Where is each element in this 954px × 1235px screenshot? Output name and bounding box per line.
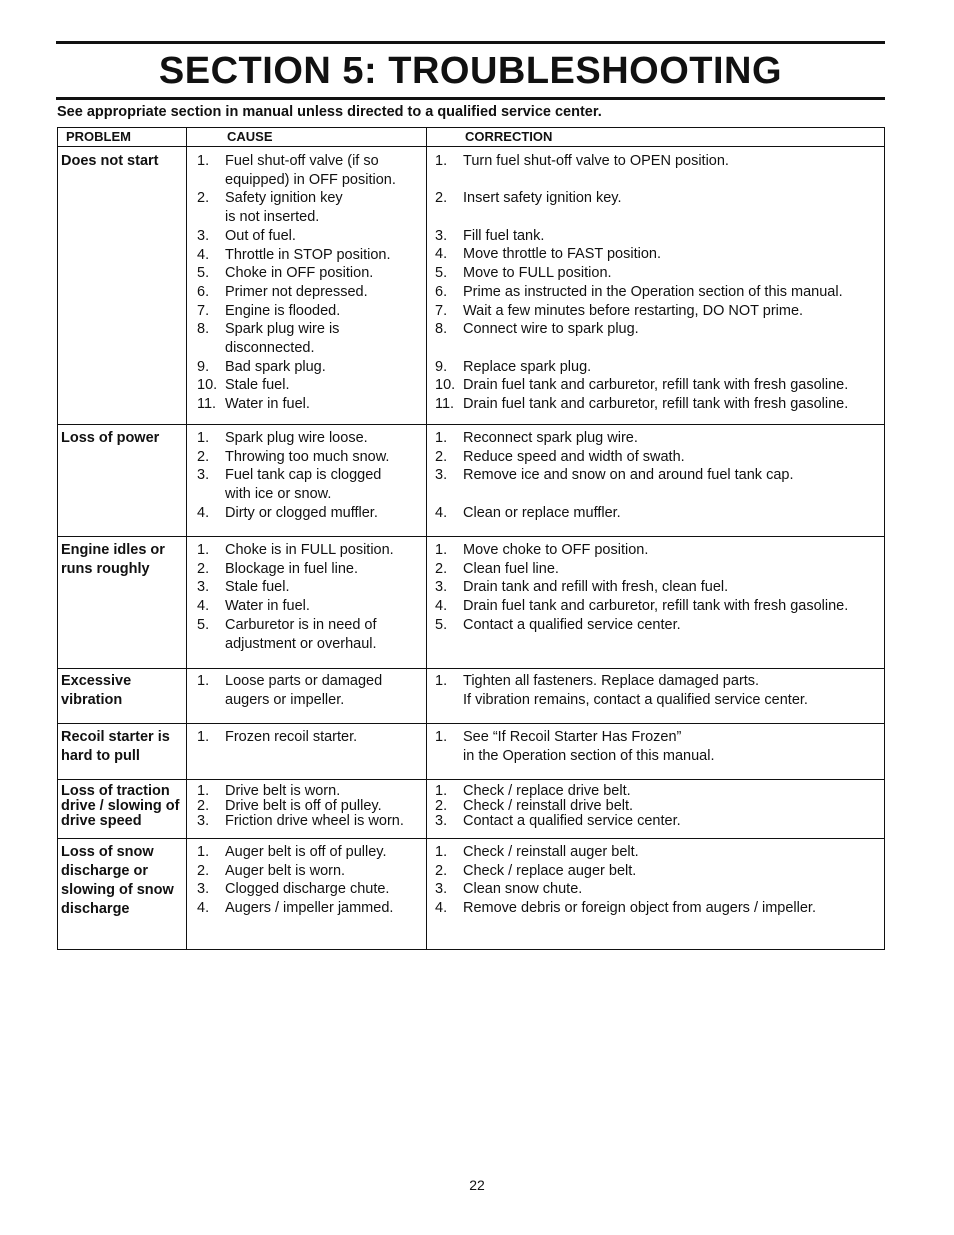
correction-item — [435, 597, 883, 616]
correction-item — [435, 171, 883, 190]
correction-item — [435, 578, 883, 597]
item-text: Check / replace drive belt. — [463, 783, 631, 799]
column-divider-cause — [186, 128, 187, 949]
correction-item — [435, 264, 883, 283]
item-number: 1. — [435, 153, 448, 169]
item-number: 3. — [435, 881, 448, 898]
item-text: Contact a qualified service center. — [463, 813, 681, 829]
item-number: 1. — [197, 729, 210, 745]
instruction-note: See appropriate section in manual unless directed to a qualified service center. — [57, 104, 602, 120]
item-number: 1. — [197, 783, 210, 799]
item-text: Throttle in STOP position. — [225, 246, 391, 263]
title-underline — [56, 97, 885, 100]
item-text: Loose parts or damaged — [225, 673, 383, 689]
item-text: Drive belt is off of pulley. — [225, 798, 382, 814]
item-number: 1. — [197, 542, 210, 558]
cause-list — [197, 152, 429, 414]
item-number: 1. — [435, 729, 448, 745]
cause-item — [197, 843, 429, 862]
correction-item — [435, 395, 883, 414]
cause-item — [197, 578, 429, 597]
correction-list — [435, 541, 883, 635]
item-text: Tighten all fasteners. Replace damaged parts. — [463, 673, 760, 689]
item-text: Throwing too much snow. — [225, 448, 390, 465]
item-text: Primer not depressed. — [225, 283, 368, 300]
item-text: Clean fuel line. — [463, 560, 559, 577]
correction-list — [435, 672, 883, 709]
item-number: 1. — [197, 430, 210, 446]
item-text: adjustment or overhaul. — [225, 635, 377, 652]
item-number: 4. — [435, 900, 448, 917]
correction-item — [435, 448, 883, 467]
cause-item — [197, 784, 429, 799]
item-number: 2. — [435, 798, 448, 814]
correction-item — [435, 541, 883, 560]
item-text: Spark plug wire is — [225, 321, 340, 338]
row-separator — [58, 424, 884, 425]
cause-item — [197, 541, 429, 560]
cause-item — [197, 358, 429, 377]
cause-item — [197, 171, 429, 190]
item-number: 4. — [435, 246, 448, 263]
item-text: equipped) in OFF position. — [225, 171, 396, 188]
correction-list — [435, 152, 883, 414]
item-number: 6. — [197, 283, 210, 300]
item-text: Fuel tank cap is clogged — [225, 467, 382, 484]
item-number: 4. — [197, 598, 210, 615]
correction-item — [435, 320, 883, 339]
cause-item — [197, 560, 429, 579]
item-number: 4. — [197, 246, 210, 263]
item-text: Reconnect spark plug wire. — [463, 430, 638, 446]
item-number: 1. — [197, 153, 210, 169]
item-number: 1. — [197, 844, 210, 860]
correction-list — [435, 728, 883, 765]
item-number: 4. — [197, 504, 210, 521]
correction-item — [435, 358, 883, 377]
item-number: 4. — [435, 598, 448, 615]
problem-label: Loss of power — [61, 430, 160, 446]
top-rule — [56, 41, 885, 44]
item-number: 2. — [197, 190, 210, 207]
item-text: Bad spark plug. — [225, 358, 326, 375]
item-text: Out of fuel. — [225, 227, 296, 244]
table-header — [58, 128, 884, 147]
cause-item — [197, 504, 429, 523]
item-number: 2. — [197, 560, 210, 577]
cause-item — [197, 302, 429, 321]
correction-item — [435, 899, 883, 918]
correction-item — [435, 376, 883, 395]
correction-item — [435, 672, 883, 691]
item-number: 6. — [435, 283, 448, 300]
troubleshooting-table — [57, 127, 885, 950]
cause-item — [197, 814, 429, 829]
cause-item — [197, 691, 429, 710]
cause-list — [197, 843, 429, 918]
problem-label: Engine idles or runs roughly — [61, 542, 165, 577]
item-number: 2. — [435, 560, 448, 577]
item-text: Auger belt is off of pulley. — [225, 844, 387, 860]
correction-item — [435, 747, 883, 766]
correction-item — [435, 283, 883, 302]
item-text: Frozen recoil starter. — [225, 729, 358, 745]
item-number: 2. — [435, 862, 448, 879]
cause-item — [197, 227, 429, 246]
cause-item — [197, 376, 429, 395]
cause-item — [197, 635, 429, 654]
item-number: 11. — [435, 396, 455, 413]
correction-item — [435, 560, 883, 579]
item-number: 11. — [197, 396, 217, 413]
item-number: 2. — [197, 798, 210, 814]
row-separator — [58, 838, 884, 839]
item-number: 4. — [435, 504, 448, 521]
cause-item — [197, 448, 429, 467]
cause-item — [197, 899, 429, 918]
item-text: Carburetor is in need of — [225, 616, 377, 633]
item-number: 10. — [197, 377, 218, 394]
item-number: 1. — [435, 844, 448, 860]
item-text: Stale fuel. — [225, 579, 290, 596]
row-separator — [58, 779, 884, 780]
correction-item — [435, 728, 883, 747]
item-text: Remove debris or foreign object from augers / impeller. — [463, 900, 816, 917]
correction-item — [435, 429, 883, 448]
item-text: with ice or snow. — [225, 486, 332, 503]
item-text: Auger belt is worn. — [225, 862, 346, 879]
item-number: 8. — [435, 321, 448, 338]
item-text: Replace spark plug. — [463, 358, 592, 375]
item-text: Move choke to OFF position. — [463, 542, 649, 558]
cause-item — [197, 597, 429, 616]
correction-list — [435, 429, 883, 523]
cause-list — [197, 784, 429, 829]
item-number: 2. — [197, 448, 210, 465]
item-text: Reduce speed and width of swath. — [463, 448, 685, 465]
item-number: 5. — [197, 616, 210, 633]
header-cause: CAUSE — [227, 129, 273, 144]
item-text: Prime as instructed in the Operation section of this manual. — [463, 283, 843, 300]
problem-label: Recoil starter is hard to pull — [61, 729, 170, 764]
item-text: Water in fuel. — [225, 396, 310, 413]
cause-list — [197, 728, 429, 747]
item-text: Water in fuel. — [225, 598, 310, 615]
correction-item — [435, 485, 883, 504]
problem-label: Excessive vibration — [61, 673, 132, 708]
item-text: Safety ignition key — [225, 190, 343, 207]
item-text: If vibration remains, contact a qualified service center. — [463, 691, 808, 708]
item-text: Clogged discharge chute. — [225, 881, 390, 898]
cause-list — [197, 429, 429, 523]
cause-item — [197, 264, 429, 283]
row-separator — [58, 536, 884, 537]
correction-item — [435, 245, 883, 264]
item-text: Move throttle to FAST position. — [463, 246, 661, 263]
item-text: Insert safety ignition key. — [463, 190, 622, 207]
correction-item — [435, 302, 883, 321]
item-number: 2. — [435, 448, 448, 465]
item-number: 9. — [435, 358, 448, 375]
item-number: 5. — [435, 616, 448, 633]
item-number: 3. — [197, 227, 210, 244]
item-text: Drain fuel tank and carburetor, refill tank with fresh gasoline. — [463, 396, 849, 413]
item-text: Clean snow chute. — [463, 881, 583, 898]
correction-item — [435, 616, 883, 635]
item-number: 3. — [435, 813, 448, 829]
item-number: 3. — [197, 881, 210, 898]
item-text: Choke is in FULL position. — [225, 542, 394, 558]
cause-item — [197, 429, 429, 448]
item-text: Check / replace auger belt. — [463, 862, 637, 879]
item-text: is not inserted. — [225, 209, 320, 226]
item-text: Drain fuel tank and carburetor, refill tank with fresh gasoline. — [463, 377, 849, 394]
item-number: 4. — [197, 900, 210, 917]
header-correction: CORRECTION — [465, 129, 553, 144]
correction-list — [435, 843, 883, 918]
item-text: Stale fuel. — [225, 377, 290, 394]
item-text: augers or impeller. — [225, 691, 345, 708]
item-text: Engine is flooded. — [225, 302, 341, 319]
item-text: Turn fuel shut-off valve to OPEN position. — [463, 153, 729, 169]
row-separator — [58, 668, 884, 669]
cause-item — [197, 339, 429, 358]
item-number: 9. — [197, 358, 210, 375]
correction-item — [435, 189, 883, 208]
item-number: 1. — [197, 673, 210, 689]
correction-item — [435, 691, 883, 710]
cause-item — [197, 485, 429, 504]
item-text: Spark plug wire loose. — [225, 430, 368, 446]
item-number: 1. — [435, 542, 448, 558]
item-number: 2. — [197, 862, 210, 879]
cause-item — [197, 152, 429, 171]
page-number: 22 — [469, 1177, 485, 1193]
correction-item — [435, 880, 883, 899]
correction-item — [435, 843, 883, 862]
item-number: 5. — [435, 265, 448, 282]
item-number: 1. — [435, 673, 448, 689]
correction-item — [435, 799, 883, 814]
item-number: 3. — [197, 579, 210, 596]
correction-item — [435, 152, 883, 171]
item-number: 5. — [197, 265, 210, 282]
item-text: Drain fuel tank and carburetor, refill tank with fresh gasoline. — [463, 598, 849, 615]
item-text: Fuel shut-off valve (if so — [225, 153, 379, 169]
item-text: Clean or replace muffler. — [463, 504, 621, 521]
correction-item — [435, 814, 883, 829]
correction-item — [435, 466, 883, 485]
page-title: SECTION 5: TROUBLESHOOTING — [158, 50, 783, 92]
header-problem: PROBLEM — [66, 129, 131, 144]
problem-label: Loss of snow discharge or slowing of snow discharge — [61, 844, 174, 917]
cause-item — [197, 880, 429, 899]
cause-item — [197, 728, 429, 747]
cause-item — [197, 246, 429, 265]
correction-item — [435, 862, 883, 881]
item-text: Connect wire to spark plug. — [463, 321, 639, 338]
cause-list — [197, 541, 429, 653]
cause-item — [197, 616, 429, 635]
row-separator — [58, 723, 884, 724]
correction-item — [435, 227, 883, 246]
correction-item — [435, 504, 883, 523]
item-number: 1. — [435, 783, 448, 799]
item-number: 3. — [197, 467, 210, 484]
item-text: Dirty or clogged muffler. — [225, 504, 378, 521]
cause-item — [197, 862, 429, 881]
item-number: 7. — [435, 302, 448, 319]
cause-item — [197, 466, 429, 485]
correction-item — [435, 339, 883, 358]
item-text: Contact a qualified service center. — [463, 616, 681, 633]
item-text: disconnected. — [225, 340, 315, 357]
item-text: Augers / impeller jammed. — [225, 900, 394, 917]
item-text: Friction drive wheel is worn. — [225, 813, 404, 829]
item-number: 3. — [435, 579, 448, 596]
problem-label: Does not start — [61, 153, 159, 169]
item-text: Check / reinstall auger belt. — [463, 844, 639, 860]
item-text: Remove ice and snow on and around fuel tank cap. — [463, 467, 794, 484]
cause-item — [197, 799, 429, 814]
problem-label: Loss of traction drive / slowing of drive speed — [61, 783, 180, 829]
item-text: Blockage in fuel line. — [225, 560, 358, 577]
cause-item — [197, 672, 429, 691]
item-text: Move to FULL position. — [463, 265, 612, 282]
item-number: 3. — [197, 813, 210, 829]
item-text: Choke in OFF position. — [225, 265, 374, 282]
item-text: Drain tank and refill with fresh, clean fuel. — [463, 579, 729, 596]
item-text: Drive belt is worn. — [225, 783, 341, 799]
item-number: 10. — [435, 377, 456, 394]
item-number: 7. — [197, 302, 210, 319]
cause-item — [197, 189, 429, 208]
item-text: Wait a few minutes before restarting, DO NOT prime. — [463, 302, 804, 319]
item-number: 8. — [197, 321, 210, 338]
cause-list — [197, 672, 429, 709]
item-number: 2. — [435, 190, 448, 207]
cause-item — [197, 283, 429, 302]
item-text: Check / reinstall drive belt. — [463, 798, 634, 814]
item-number: 3. — [435, 467, 448, 484]
item-text: Fill fuel tank. — [463, 227, 545, 244]
item-number: 3. — [435, 227, 448, 244]
item-number: 1. — [435, 430, 448, 446]
cause-item — [197, 395, 429, 414]
item-text: See “If Recoil Starter Has Frozen” — [463, 729, 682, 745]
cause-item — [197, 208, 429, 227]
correction-list — [435, 784, 883, 829]
cause-item — [197, 320, 429, 339]
correction-item — [435, 784, 883, 799]
item-text: in the Operation section of this manual. — [463, 747, 715, 764]
correction-item — [435, 208, 883, 227]
